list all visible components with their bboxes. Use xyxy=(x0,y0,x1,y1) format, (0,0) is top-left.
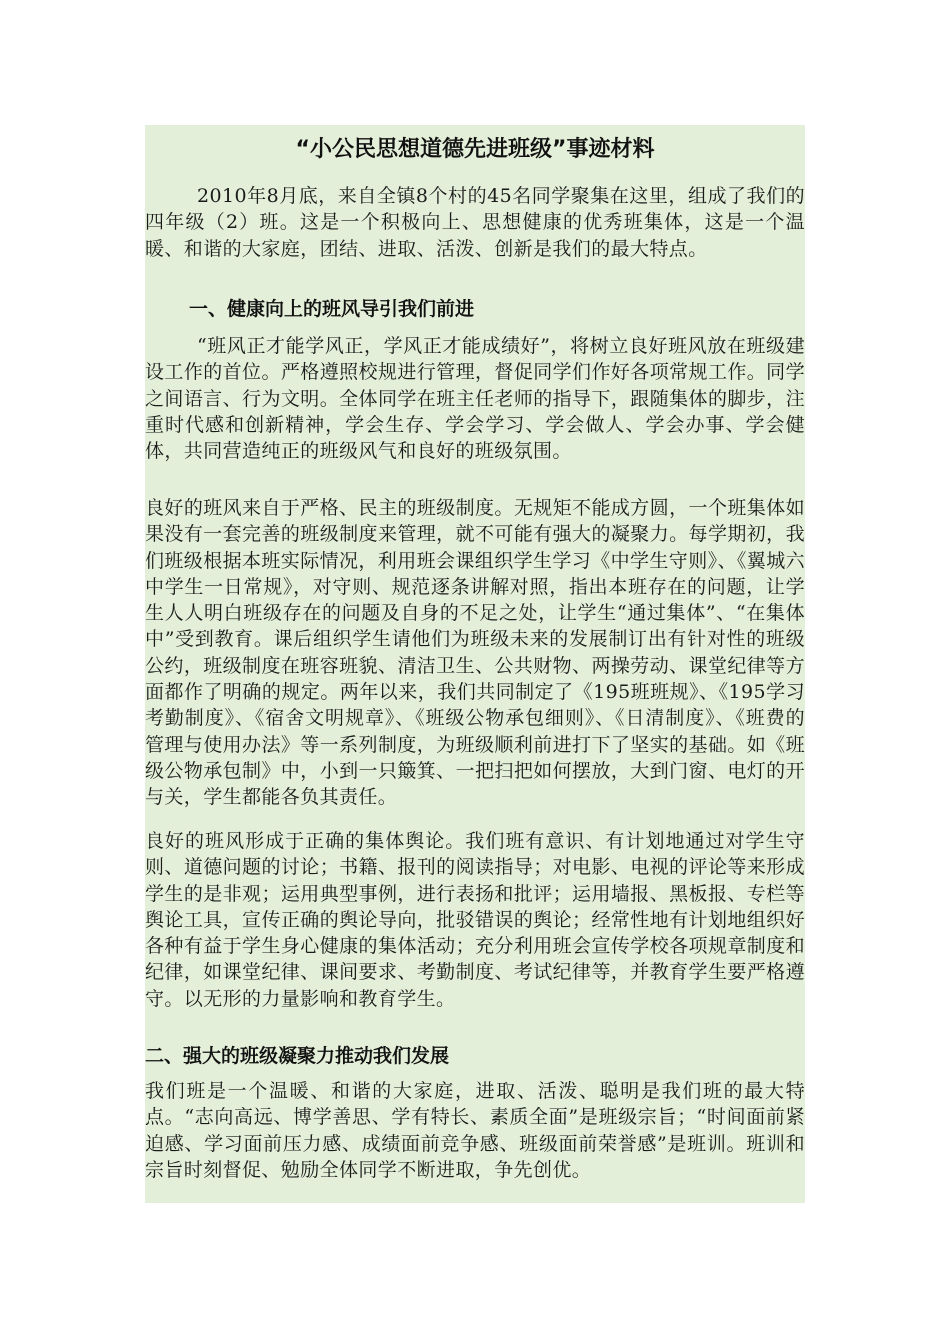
intro-paragraph: 2010年8月底，来自全镇8个村的45名同学聚集在这里，组成了我们的四年级（2）班。这是一个积极向上、思想健康的优秀班集体，这是一个温暖、和谐的大家庭，团结、进取、活泼、创新是我们的最大特点。 xyxy=(145,185,805,260)
section-2-paragraph-1: 我们班是一个温暖、和谐的大家庭，进取、活泼、聪明是我们班的最大特点。“志向高远、博学善思、学有特长、素质全面”是班级宗旨；“时间面前紧迫感、学习面前压力感、成绩面前竞争感、班级面前荣誉感”是班训。班训和宗旨时刻督促、勉励全体同学不断进取，争先创优。 xyxy=(145,1080,805,1181)
section-1-heading: 一、健康向上的班风导引我们前进 xyxy=(189,298,475,320)
section-1-paragraph-2: 良好的班风来自于严格、民主的班级制度。无规矩不能成方圆，一个班集体如果没有一套完善的班级制度来管理，就不可能有强大的凝聚力。每学期初，我们班级根据本班实际情况，利用班会课组织学生学习《中学生守则》、《翼城六中学生一日常规》，对守则、规范逐条讲解对照，指出本班存在的问题，让学生人人明白班级存在的问题及自身的不足之处，让学生“通过集体”、“在集体中”受到教育。课后组织学生请他们为班级未来的发展制订出有针对性的班级公约，班级制度在班容班貌、清洁卫生、公共财物、两操劳动、课堂纪律等方面都作了明确的规定。两年以来，我们共同制定了《195班班规》、《195学习考勤制度》、《宿舍文明规章》、《班级公物承包细则》、《日清制度》、《班费的管理与使用办法》等一系列制度，为班级顺利前进打下了坚实的基础。如《班级公物承包制》中，小到一只簸箕、一把扫把如何摆放，大到门窗、电灯的开与关，学生都能各负其责任。 xyxy=(145,497,806,809)
section-2-heading: 二、强大的班级凝聚力推动我们发展 xyxy=(145,1045,450,1067)
section-1-paragraph-3: 良好的班风形成于正确的集体舆论。我们班有意识、有计划地通过对学生守则、道德问题的讨论；书籍、报刊的阅读指导；对电影、电视的评论等来形成学生的是非观；运用典型事例，进行表扬和批评；运用墙报、黑板报、专栏等舆论工具，宣传正确的舆论导向，批驳错误的舆论；经常性地有计划地组织好各种有益于学生身心健康的集体活动；充分利用班会宣传学校各项规章制度和纪律，如课堂纪律、课间要求、考勤制度、考试纪律等，并教育学生要严格遵守。以无形的力量影响和教育学生。 xyxy=(145,830,805,1010)
document-text-block xyxy=(145,125,805,1203)
section-1-paragraph-1: “班风正才能学风正，学风正才能成绩好”，将树立良好班风放在班级建设工作的首位。严格遵照校规进行管理，督促同学们作好各项常规工作。同学之间语言、行为文明。全体同学在班主任老师的指导下，跟随集体的脚步，注重时代感和创新精神，学会生存、学会学习、学会做人、学会办事、学会健体，共同营造纯正的班级风气和良好的班级氛围。 xyxy=(145,335,805,463)
document-title: “小公民思想道德先进班级”事迹材料 xyxy=(295,137,655,162)
